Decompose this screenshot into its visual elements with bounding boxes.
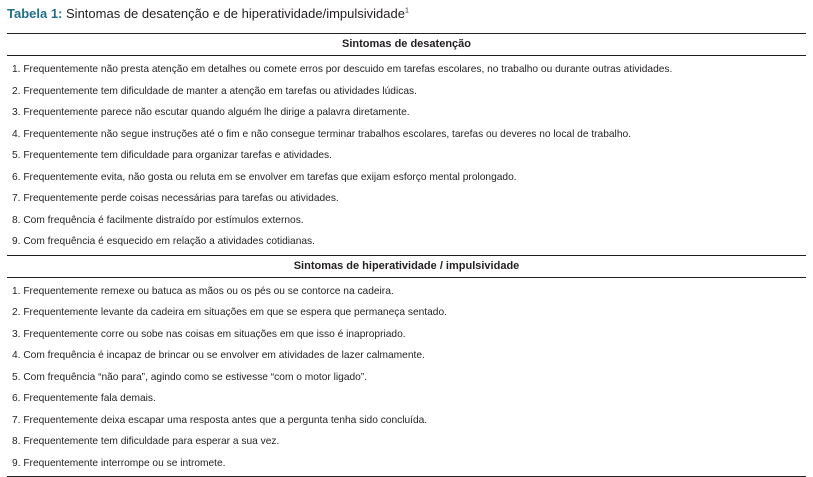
list-item: 6. Frequentemente fala demais. [12,393,156,404]
list-item: 7. Frequentemente perde coisas necessárias para tarefas ou atividades. [12,193,339,204]
list-item: 8. Com frequência é facilmente distraído por estímulos externos. [12,214,304,226]
hyperactivity-list [7,278,806,477]
list-item: 5. Frequentemente tem dificuldade para organizar tarefas e atividades. [12,150,332,161]
list-item: 4. Frequentemente não segue instruções até o fim e não consegue terminar trabalhos escolares, tarefas ou deveres no local de trabalho. [12,128,631,140]
list-item: 1. Frequentemente não presta atenção em detalhes ou comete erros por descuido em tarefas escolares, no trabalho ou durante outras atividades. [12,64,673,75]
list-item: 7. Frequentemente deixa escapar uma resposta antes que a pergunta tenha sido concluída. [12,414,428,426]
list-item: 2. Frequentemente tem dificuldade de manter a atenção em tarefas ou atividades lúdicas. [12,85,417,97]
list-item: 3. Frequentemente corre ou sobe nas coisas em situações em que isso é inapropriado. [12,328,406,340]
list-item: 3. Frequentemente parece não escutar quando alguém lhe dirige a palavra diretamente. [12,107,410,118]
footnote-marker: 1 [404,7,409,15]
table-label: Tabela 1: [7,6,63,21]
list-item: 4. Com frequência é incapaz de brincar ou se envolver em atividades de lazer calmamente. [12,350,425,361]
table-caption [7,5,409,23]
section-heading-inattention: Sintomas de desatenção [342,38,471,50]
list-item: 5. Com frequência “não para”, agindo como se estivesse “com o motor ligado”. [12,371,368,383]
list-item: 9. Frequentemente interrompe ou se intromete. [12,457,226,469]
section-heading-hyperactivity: Sintomas de hiperatividade / impulsividade [293,259,520,272]
list-item: 1. Frequentemente remexe ou batuca as mãos ou os pés ou se contorce na cadeira. [12,285,394,297]
inattention-list [7,56,806,255]
symptoms-table [7,33,806,477]
list-item: 9. Com frequência é esquecido em relação a atividades cotidianas. [12,236,315,247]
list-item: 2. Frequentemente levante da cadeira em situações em que se espera que permaneça sentado. [12,307,447,318]
list-item: 6. Frequentemente evita, não gosta ou reluta em se envolver em tarefas que exijam esforço mental prolongado. [12,171,517,183]
list-item: 8. Frequentemente tem dificuldade para esperar a sua vez. [12,436,280,447]
table-title: Sintomas de desatenção e de hiperatividade/impulsividade [66,6,405,21]
